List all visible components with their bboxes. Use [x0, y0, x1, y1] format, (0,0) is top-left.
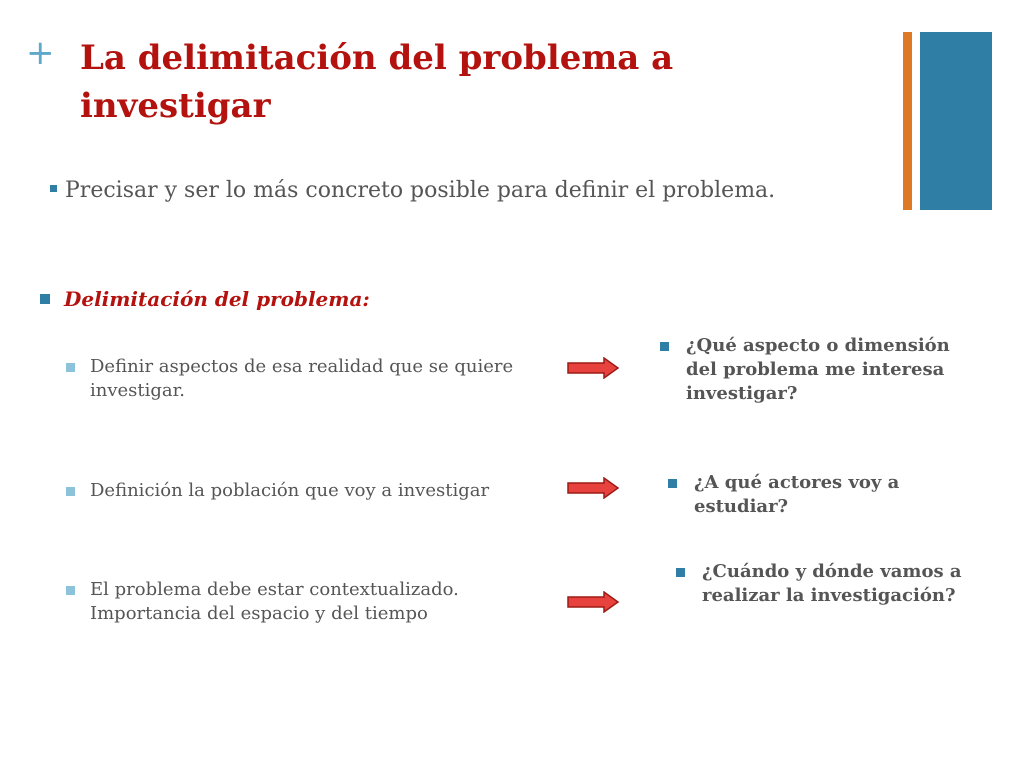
- question-text: ¿A qué actores voy a estudiar?: [694, 472, 900, 517]
- section-heading-text: Delimitación del problema:: [64, 287, 370, 311]
- question-actors: [668, 471, 984, 519]
- right-arrow-icon: [566, 591, 620, 613]
- decorative-blue-block: [920, 32, 992, 210]
- list-item-text: El problema debe estar contextualizado. Importancia del espacio y del tiempo: [90, 579, 459, 624]
- square-bullet-icon: [668, 479, 677, 488]
- plus-icon: +: [26, 33, 55, 73]
- square-bullet-icon: [66, 363, 75, 372]
- section-heading: [40, 284, 370, 314]
- right-arrow-icon: [566, 477, 620, 499]
- slide-title: La delimitación del problema a investigar: [80, 38, 674, 126]
- question-text: ¿Cuándo y dónde vamos a realizar la investigación?: [702, 561, 962, 606]
- intro-text: Precisar y ser lo más concreto posible para definir el problema.: [65, 178, 776, 203]
- list-item-text: Definir aspectos de esa realidad que se quiere investigar.: [90, 356, 514, 401]
- square-bullet-icon: [50, 185, 57, 192]
- list-item-text: Definición la población que voy a investigar: [90, 480, 490, 501]
- question-text: ¿Qué aspecto o dimensión del problema me interesa investigar?: [686, 335, 950, 404]
- decorative-orange-bar: [903, 32, 912, 210]
- question-aspect: [660, 334, 976, 406]
- square-bullet-icon: [66, 487, 75, 496]
- right-arrow-icon: [566, 357, 620, 379]
- list-item-context: [66, 578, 570, 626]
- square-bullet-icon: [40, 294, 50, 304]
- square-bullet-icon: [676, 568, 685, 577]
- list-item-population: [66, 479, 570, 503]
- question-when-where: [676, 560, 992, 608]
- list-item-aspects: [66, 355, 570, 403]
- square-bullet-icon: [660, 342, 669, 351]
- intro-paragraph: [46, 174, 786, 208]
- square-bullet-icon: [66, 586, 75, 595]
